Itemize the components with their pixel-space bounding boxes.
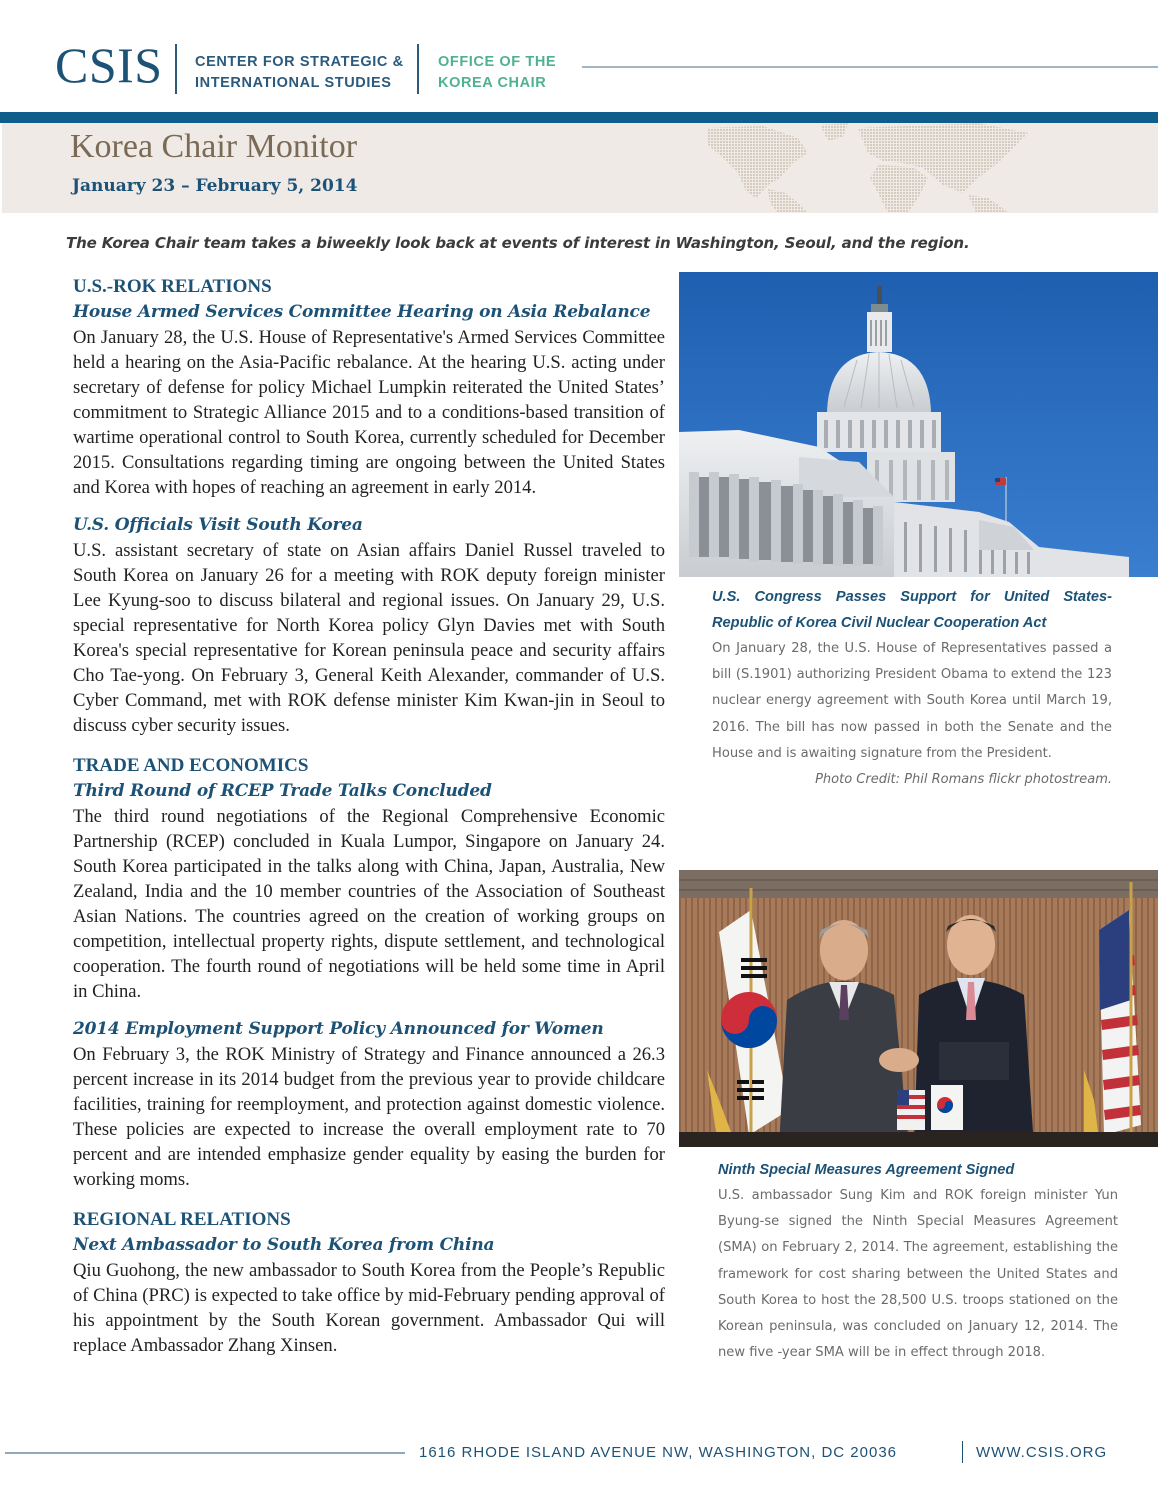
sidebar-article-title: Ninth Special Measures Agreement Signed — [718, 1162, 1015, 1178]
article-body: Qiu Guohong, the new ambassador to South Korea from the People’s Republic of China (PRC) is expected to take office by mid-February pending approval of his appointment by the South Korean government. Ambassador Qui will replace Ambassador Zhang Xinsen. — [73, 1260, 665, 1356]
sidebar-article — [718, 1157, 1118, 1366]
sma-signing-photo — [679, 870, 1158, 1147]
article-body: On February 3, the ROK Ministry of Strategy and Finance announced a 26.3 percent increase in its 2014 budget from the previous year to provide childcare facilities, training for reemployment, and protection against domestic violence. These policies are expected to increase the overall employment rate to 70 percent and are intended emphasize gender equality by easing the burden for working moms. — [73, 1044, 665, 1190]
footer-rule — [5, 1452, 405, 1454]
sidebar-article — [712, 584, 1112, 793]
article-body: On January 28, the U.S. House of Representative's Armed Services Committee held a hearing on the Asia-Pacific rebalance. At the hearing U.S. acting under secretary of defense for policy Michael Lumpkin reiterated the United States’ commitment to Strategic Alliance 2015 and to a conditions-based transition of wartime operational control to South Korea, currently scheduled for December 2015. Consultations regarding timing are ongoing between the United States and Korea with hopes of reaching an agreement in early 2014. — [73, 327, 665, 498]
tagline: The Korea Chair team takes a biweekly look back at events of interest in Washington, Seoul, and the region. — [66, 234, 970, 252]
article-body: U.S. assistant secretary of state on Asian affairs Daniel Russel traveled to South Korea on January 26 for a meeting with ROK deputy foreign minister Lee Kyung-soo to discuss bilateral and regional issues. On January 29, U.S. special representative for North Korea policy Glyn Davies met with South Korea's special representative for Korean peninsula peace and security affairs Cho Tae-yong. On February 3, General Keith Alexander, commander of U.S. Cyber Command, met with ROK defense minister Kim Kwan-jin in Seoul to discuss cyber security issues. — [73, 540, 665, 736]
page-header — [0, 0, 1158, 112]
us-capitol-photo — [679, 272, 1158, 577]
world-map-graphic — [558, 123, 1118, 213]
article-title: House Armed Services Committee Hearing on Asia Rebalance — [73, 302, 651, 322]
header-band — [0, 112, 1158, 123]
article-title: 2014 Employment Support Policy Announced for Women — [73, 1019, 604, 1039]
article-title: U.S. Officials Visit South Korea — [73, 515, 363, 535]
office-name — [438, 52, 556, 94]
section-heading: REGIONAL RELATIONS — [73, 1209, 291, 1230]
header-divider — [417, 44, 419, 94]
org-name-line2: INTERNATIONAL STUDIES — [195, 75, 392, 91]
org-name-line1: CENTER FOR STRATEGIC & — [195, 54, 404, 70]
footer-divider — [962, 1441, 963, 1463]
section-heading: U.S.-ROK RELATIONS — [73, 276, 272, 297]
org-name — [195, 52, 404, 94]
section-heading: TRADE AND ECONOMICS — [73, 755, 309, 776]
office-name-line1: OFFICE OF THE — [438, 54, 557, 70]
sidebar-article-title: U.S. Congress Passes Support for United States-Republic of Korea Civil Nuclear Cooperation Act — [712, 589, 1112, 631]
sidebar-article-body: U.S. ambassador Sung Kim and ROK foreign minister Yun Byung-se signed the Ninth Special Measures Agreement (SMA) on February 2, 2014. The agreement, establishing the framework for cost sharing between the United States and South Korea to host the 28,500 U.S. troops stationed on the Korean peninsula, was concluded on January 12, 2014. The new five -year SMA will be in effect through 2018. — [718, 1188, 1118, 1361]
sidebar-article-body: On January 28, the U.S. House of Representatives passed a bill (S.1901) authorizing President Obama to extend the 123 nuclear energy agreement with South Korea until March 19, 2016. The bill has now passed in both the Senate and the House and is awaiting signature from the President. — [712, 641, 1112, 761]
header-rule — [582, 66, 1158, 68]
office-name-line2: KOREA CHAIR — [438, 75, 547, 91]
article-title: Third Round of RCEP Trade Talks Concluded — [73, 781, 492, 801]
header-divider — [175, 44, 177, 94]
main-column — [73, 274, 665, 1358]
footer-address: 1616 RHODE ISLAND AVENUE NW, WASHINGTON, DC 20036 — [419, 1444, 898, 1461]
photo-credit: Photo Credit: Phil Romans flickr photostream. — [815, 772, 1112, 788]
masthead-title: Korea Chair Monitor — [70, 128, 358, 165]
article-title: Next Ambassador to South Korea from China — [73, 1235, 495, 1255]
footer-website-link[interactable]: WWW.CSIS.ORG — [976, 1444, 1108, 1461]
article-body: The third round negotiations of the Regional Comprehensive Economic Partnership (RCEP) concluded in Kuala Lumpor, Singapore on January 24. South Korea participated in the talks along with China, Japan, Australia, New Zealand, India and the 10 member countries of the Association of Southeast Asian Nations. The countries agreed on the creation of working groups on competition, intellectual property rights, dispute settlement, and technological cooperation. The fourth round of negotiations will be held some time in April in China. — [73, 806, 665, 1002]
masthead-date-range: January 23 – February 5, 2014 — [72, 176, 358, 196]
csis-logo: CSIS — [55, 37, 163, 93]
